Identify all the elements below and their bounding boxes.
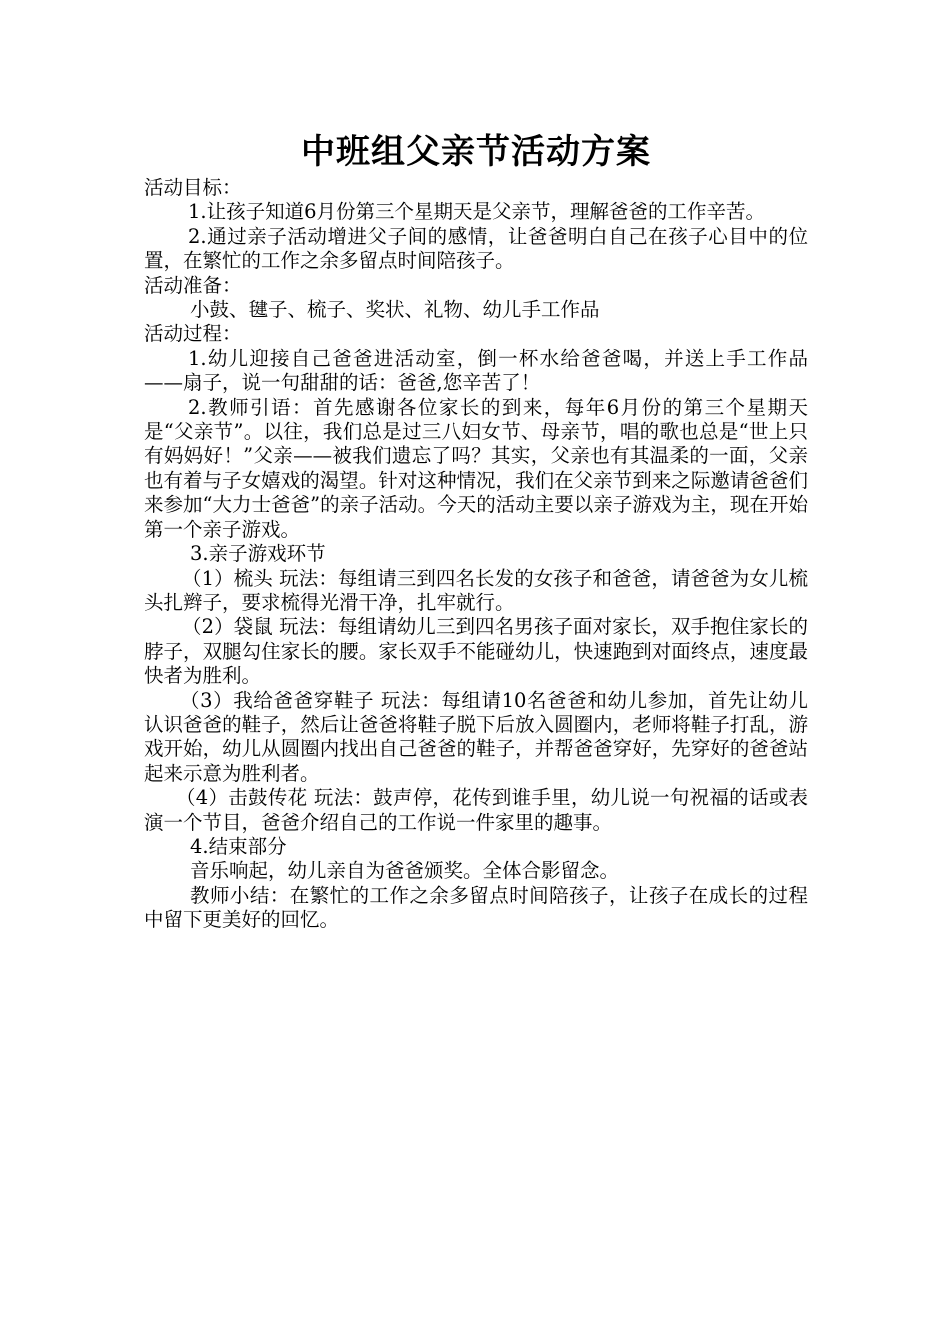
document-title: 中班组父亲节活动方案 <box>301 132 651 172</box>
teacher-summary: 教师小结：在繁忙的工作之余多留点时间陪孩子，让孩子在成长的过程中留下更美好的回忆。 <box>144 883 808 932</box>
process-heading: 活动过程： <box>144 322 242 346</box>
step-3: 3.亲子游戏环节 <box>190 542 326 566</box>
step-4: 4.结束部分 <box>190 834 287 858</box>
ending: 音乐响起，幼儿亲自为爸爸颁奖。全体合影留念。 <box>190 859 620 883</box>
document-body <box>144 176 808 933</box>
game-2: （2）袋鼠 玩法：每组请幼儿三到四名男孩子面对家长，双手抱住家长的脖子，双腿勾住家长的腰。家长双手不能碰幼儿，快速跑到对面终点，速度最快者为胜利。 <box>144 615 808 688</box>
step-1: 1.幼儿迎接自己爸爸进活动室，倒一杯水给爸爸喝，并送上手工作品——扇子，说一句甜甜的话：爸爸,您辛苦了！ <box>144 346 808 395</box>
goals-heading: 活动目标： <box>144 176 242 199</box>
prep-items: 小鼓、毽子、梳子、奖状、礼物、幼儿手工作品 <box>190 298 600 322</box>
game-4: （4）击鼓传花 玩法：鼓声停，花传到谁手里，幼儿说一句祝福的话或表演一个节目，爸爸介绍自己的工作说一件家里的趣事。 <box>144 786 808 834</box>
step-2: 2.教师引语：首先感谢各位家长的到来，每年6月份的第三个星期天是“父亲节”。以往，我们总是过三八妇女节、母亲节，唱的歌也总是“世上只有妈妈好！”父亲——被我们遗忘了吗？其实，父亲也有其温柔的一面，父亲也有着与子女嬉戏的渴望。针对这种情况，我们在父亲节到来之际邀请爸爸们来参加“大力士爸爸”的亲子活动。今天的活动主要以亲子游戏为主，现在开始第一个亲子游戏。 <box>144 395 808 541</box>
prep-heading: 活动准备： <box>144 273 242 297</box>
goal-1: 1.让孩子知道6月份第三个星期天是父亲节，理解爸爸的工作辛苦。 <box>188 200 766 224</box>
document-page <box>144 128 808 933</box>
game-1: （1）梳头 玩法：每组请三到四名长发的女孩子和爸爸，请爸爸为女儿梳头扎辫子，要求梳得光滑干净，扎牢就行。 <box>144 566 808 614</box>
goal-2: 2.通过亲子活动增进父子间的感情，让爸爸明白自己在孩子心目中的位置，在繁忙的工作之余多留点时间陪孩子。 <box>144 224 808 273</box>
game-3: （3）我给爸爸穿鞋子 玩法：每组请10名爸爸和幼儿参加，首先让幼儿认识爸爸的鞋子，然后让爸爸将鞋子脱下后放入圆圈内，老师将鞋子打乱，游戏开始，幼儿从圆圈内找出自己爸爸的鞋子，并帮爸爸穿好，先穿好的爸爸站起来示意为胜利者。 <box>144 688 808 785</box>
